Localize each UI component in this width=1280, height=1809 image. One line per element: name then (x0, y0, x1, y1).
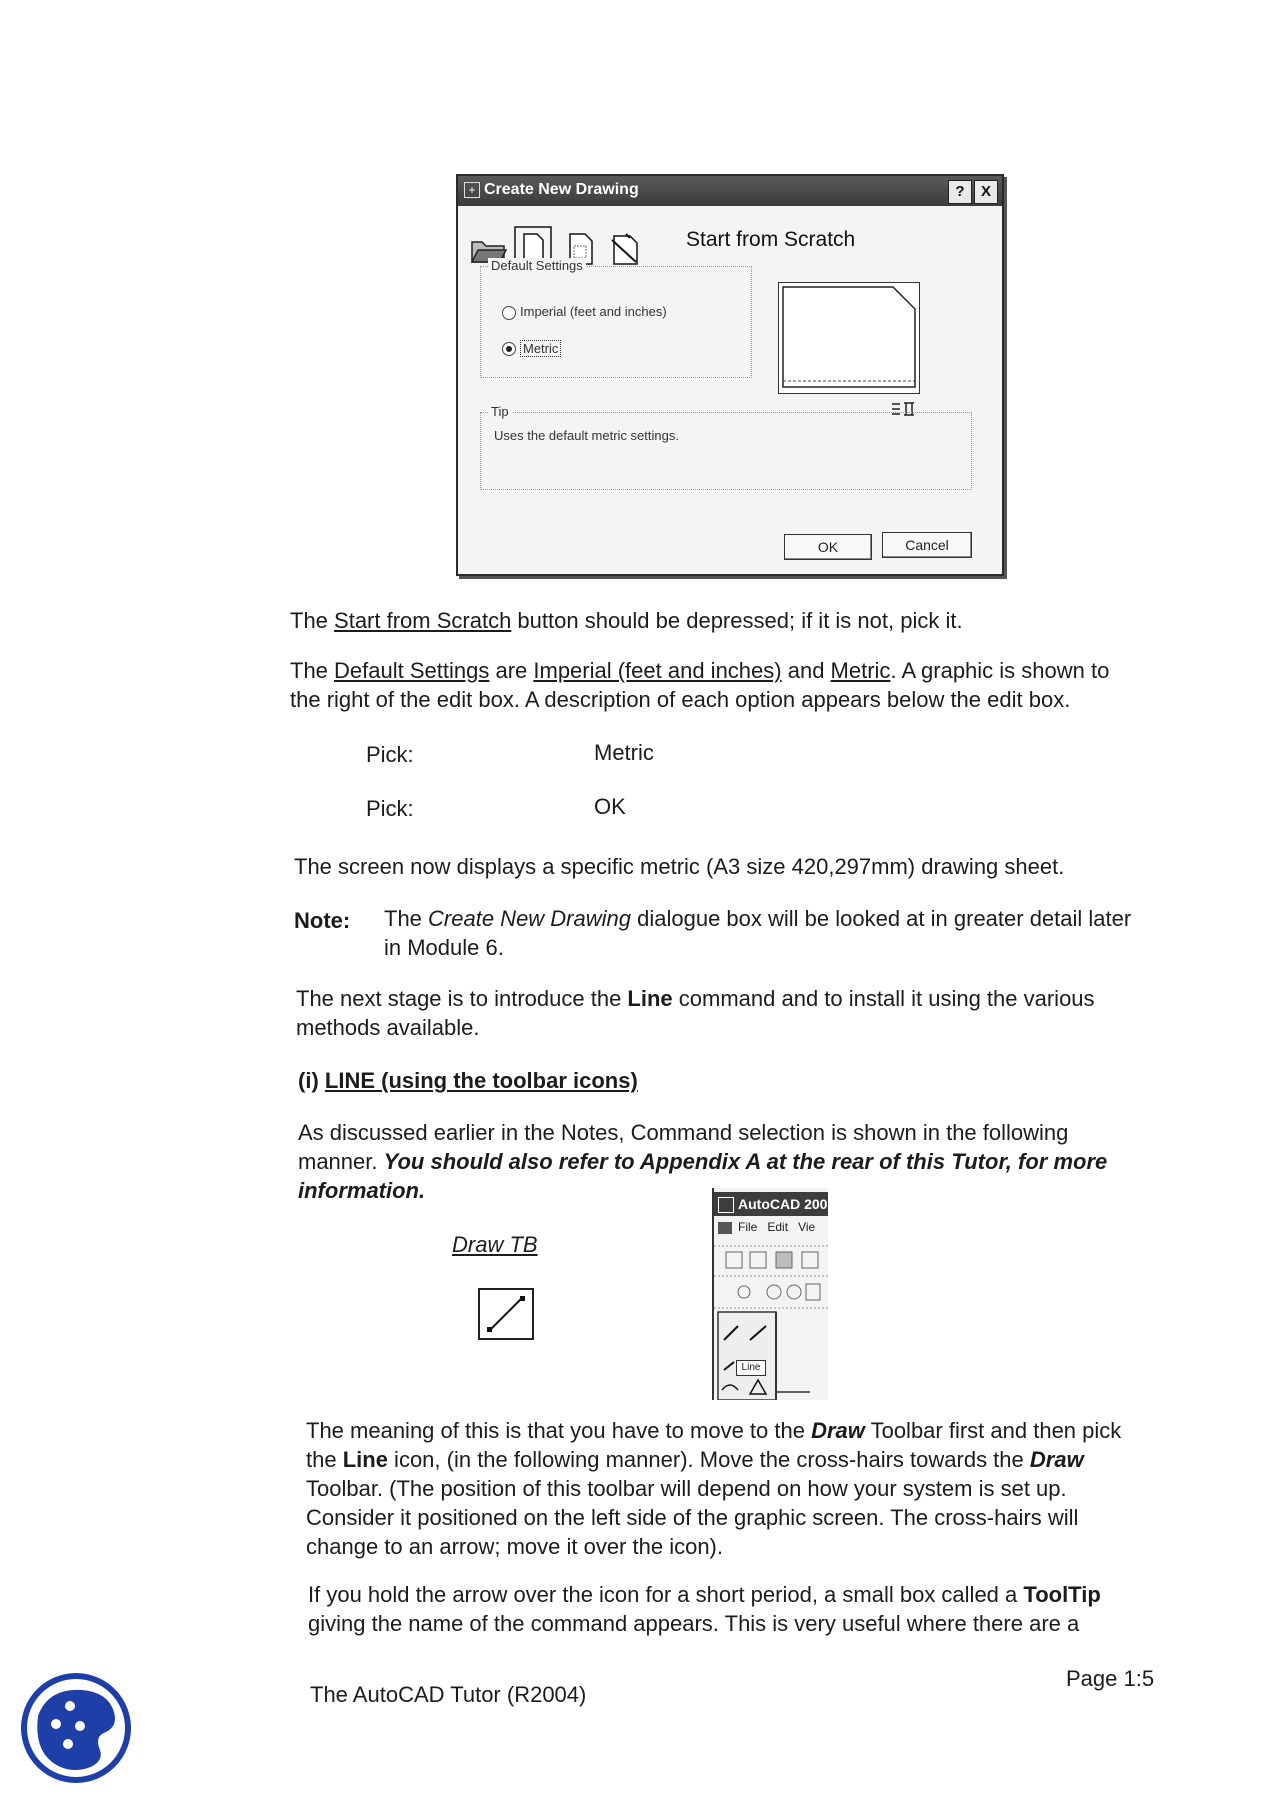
text: The (290, 608, 335, 633)
close-button[interactable]: X (974, 180, 998, 204)
tip-group (480, 412, 972, 490)
dialog-name-ref: Create New Drawing (428, 906, 631, 931)
menu-edit[interactable]: Edit (767, 1220, 789, 1234)
text: the right of the edit box. A description of each option appears below the edit box. (290, 687, 1071, 712)
text: The (384, 906, 429, 931)
text: and (781, 658, 831, 683)
autocad-toolbars (714, 1244, 828, 1400)
text: Consider it positioned on the left side of the graphic screen. The cross-hairs will (306, 1505, 1079, 1530)
metric-label[interactable]: Metric (520, 340, 561, 357)
use-wizard-icon[interactable] (608, 232, 642, 266)
draw-ref: Draw (811, 1418, 865, 1443)
text: The next stage is to introduce the (296, 986, 628, 1011)
text: are (489, 658, 534, 683)
imperial-ref: Imperial (feet and inches) (533, 658, 782, 683)
note-text (384, 904, 1204, 962)
footer-title: The AutoCAD Tutor (R2004) (310, 1682, 587, 1707)
default-settings-label: Default Settings (488, 258, 586, 273)
autocad-app-icon (718, 1197, 734, 1213)
text: (i) (298, 1068, 325, 1093)
text: Toolbar. (The position of this toolbar will depend on how your system is set up. (306, 1476, 1067, 1501)
text: command and to install it using the various (672, 986, 1095, 1011)
appendix-note: You should also refer to Appendix A at the rear of this Tutor, for more (383, 1149, 1108, 1174)
default-settings-ref: Default Settings (334, 658, 490, 683)
line-command-ref: Line (627, 986, 673, 1011)
line-tool-icon (478, 1288, 534, 1340)
tip-label: Tip (488, 404, 512, 419)
create-new-drawing-dialog (456, 174, 1004, 576)
text: the (306, 1447, 343, 1472)
pick-value-2: OK (594, 794, 626, 819)
pick-value-1: Metric (594, 740, 654, 765)
metric-radio[interactable] (502, 342, 516, 356)
ok-button[interactable]: OK (784, 534, 872, 560)
text: button should be depressed; if it is not, pick it. (511, 608, 963, 633)
pick-label-1: Pick: (366, 742, 414, 767)
text: The meaning of this is that you have to move to the (306, 1418, 812, 1443)
text: dialogue box will be looked at in greater detail later (631, 906, 1132, 931)
document-icon (718, 1222, 732, 1234)
dialog-title: Create New Drawing (484, 181, 639, 198)
metric-ref: Metric (830, 658, 891, 683)
text: in Module 6. (384, 935, 504, 960)
imperial-radio[interactable] (502, 306, 516, 320)
text: Toolbar first and then pick (864, 1418, 1122, 1443)
line-icon (480, 1290, 532, 1338)
paragraph-metric-sheet: The screen now displays a specific metric (A3 size 420,297mm) drawing sheet. (294, 854, 1065, 879)
pick-label-2: Pick: (366, 796, 414, 821)
paragraph-next-stage (296, 984, 1196, 1042)
publisher-logo-icon (20, 1672, 132, 1784)
page-number: Page 1:5 (1066, 1666, 1155, 1691)
start-from-scratch-label: Start from Scratch (686, 228, 856, 251)
paragraph-draw-toolbar (306, 1416, 1206, 1561)
text: methods available. (296, 1015, 480, 1040)
drawing-sheet-graphic (779, 283, 919, 393)
link-start-from-scratch: Start from Scratch (334, 608, 512, 633)
autocad-title: AutoCAD 200 (738, 1196, 828, 1212)
text: manner. (298, 1149, 384, 1174)
default-settings-group (480, 266, 752, 378)
menu-file[interactable]: File (738, 1220, 758, 1234)
heading-text: LINE (using the toolbar icons) (324, 1068, 638, 1093)
text: icon, (in the following manner). Move the cross-hairs towards the (387, 1447, 1030, 1472)
paragraph-default-settings (290, 656, 1190, 714)
draw-ref: Draw (1029, 1447, 1084, 1472)
autocad-screenshot (712, 1188, 828, 1400)
paragraph-tooltip (308, 1580, 1208, 1638)
tip-text: Uses the default metric settings. (494, 428, 679, 443)
text: . A graphic is shown to (890, 658, 1110, 683)
text: information. (298, 1178, 426, 1203)
autocad-title-bar (714, 1192, 828, 1216)
text: giving the name of the command appears. This is very useful where there are a (308, 1611, 1080, 1636)
menu-view[interactable]: Vie (798, 1220, 816, 1234)
imperial-label[interactable]: Imperial (feet and inches) (520, 304, 667, 319)
line-ref: Line (342, 1447, 388, 1472)
line-tooltip: Line (736, 1360, 766, 1376)
preview-graphic (778, 282, 920, 394)
app-icon: + (464, 182, 480, 198)
note-label: Note: (294, 908, 351, 933)
text: If you hold the arrow over the icon for a short period, a small box called a (308, 1582, 1024, 1607)
paragraph-start-from-scratch (290, 606, 963, 635)
cancel-button[interactable]: Cancel (882, 532, 972, 558)
section-heading (298, 1066, 638, 1095)
dialog-title-bar (458, 176, 1002, 206)
text: The (290, 658, 335, 683)
help-button[interactable]: ? (948, 180, 972, 204)
autocad-menu-bar (714, 1220, 828, 1240)
text: As discussed earlier in the Notes, Command selection is shown in the following (298, 1120, 1069, 1145)
text: change to an arrow; move it over the icon). (306, 1534, 723, 1559)
tooltip-ref: ToolTip (1023, 1582, 1101, 1607)
draw-tb-label: Draw TB (452, 1232, 538, 1257)
